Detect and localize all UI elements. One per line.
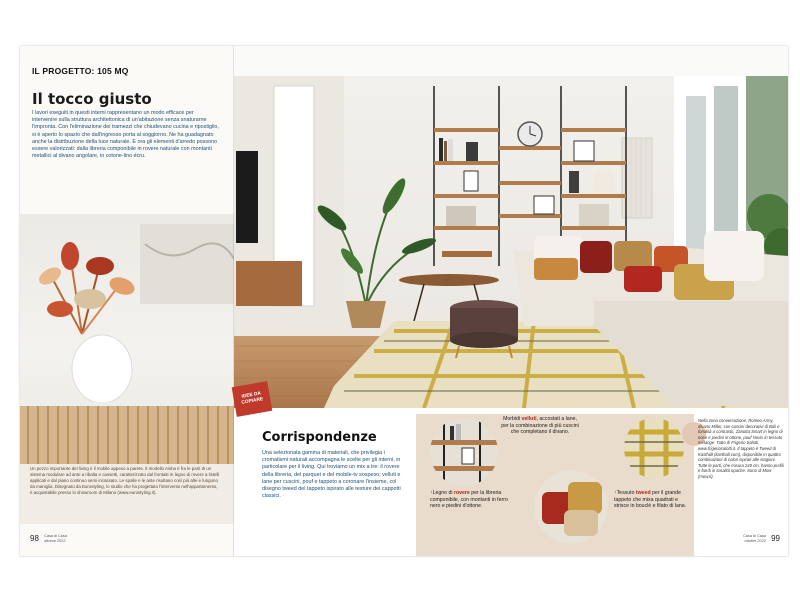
red-cushion [580,241,612,273]
arrow-up-icon: ↑ [430,490,433,496]
left-page [20,46,234,556]
folio-right [740,534,780,543]
section-paragraph: Una selezionata gamma di materiali, che privilegia i cromatismi naturali accompagna le scelte per gli interni, in particolare per il living. Qui troviamo un mix a tre: il rovere della libreria, del parquet e del mobile-tv sospeso; velluti e lane per cuscini, pouf e tappeto a coronare l'insieme, col disegno tweed del tappeto ispirato alle texture dei cappotti classici. [262,450,401,500]
living-room-illustration [234,46,788,408]
page-number: 98 [30,534,39,543]
page-number: 99 [771,534,780,543]
dried-flowers [36,242,137,334]
mustard-cushion [534,258,578,280]
oak-shelf-swatch [430,418,498,486]
tweed-note: ↑Tessuto tweed per il grande tappeto che mixa quadrati e strisce in bouclé e filato di lana. [614,490,687,510]
magazine-name: Casa di Casa [44,534,67,539]
issue-date: ottobre 2022 [744,538,766,543]
section-kicker: IL PROGETTO: 105 MQ [32,66,129,76]
velluti-note: Morbidi velluti, accostati a lane, per la combinazione di più cuscini che completano il divano. [501,416,579,436]
tweed-rug-swatch [624,418,684,478]
credits-note: Nella zona conversazione, Romeo Army, divano Miller, con cuscini decorativi di Bali e tonalità a contrasto, Zanotta Smart in legno di noce e piedini in ottone, pouf Novis in tessuto mélange. Tutto di Frigerio Salotti, www.frigeriosalotti.it. Il tappeto è Tweed di Kasthall (kasthall.com), disponibile in quattro combinazioni di colori ispirati alle stagioni. Tutte le parti, che misura 240 cm, hanno profili e bordi in tonalità opache. Sono di Mow (mow.it). [698,418,784,479]
page-headline: Il tocco giusto [32,90,152,108]
ideas-badge: IDEE DA COPIARE [232,381,273,417]
magazine-spread [20,46,788,556]
arrow-up-icon: ↑ [614,490,617,496]
rovere-note: ↑Legno di rovere per la libreria componibile, con montanti in ferro nero e piedini d'ottone. [430,490,508,510]
section-title: Corrispondenze [262,430,377,445]
magazine-name: Casa di Casa [743,534,766,539]
issue-date: ottobre 2022 [44,538,66,543]
intro-paragraph: I lavori eseguiti in questi interni rappresentano un modo efficace per intervenire sulla struttura architettonica di un'abitazione senza snaturarne l'impronta. Con l'eliminazione dei tramezzi che chiudevano cucina e ripostiglio, si è aperto lo spazio che dall'ingresso porta al soggiorno. Ne ha guadagnato anche la distribuzione della luce naturale. E ora gli elementi d'arredo possono essere valorizzati: dalla libreria componibile in rovere naturale con montanti metallici al divano angolare, in cotone-lino écru. [32,110,219,160]
sideboard-caption: Un pezzo importante del living è il mobile appeso a parete. Il modello Aisha è fra le parti di un sistema modulare ad ante a ribalta e cassetti, caratterizzato dal frontale in legno di rovere a listelli applicati e dal piano continuo semi incassato. Le spalle e le ante risultano così più alte e lungono da maniglia. Disegnato da Eurostyling, lo studio che ha progettato l'intervento nell'appartamento, è acquistabile presso lo showroom di Milano (www.eurostyling.it). [30,466,220,495]
folio-left [30,534,70,543]
right-page [234,46,788,556]
white-vase [72,335,132,403]
velvet-cushions-swatch [534,470,608,544]
living-room-photo [234,46,788,408]
tv-screen [236,151,258,243]
